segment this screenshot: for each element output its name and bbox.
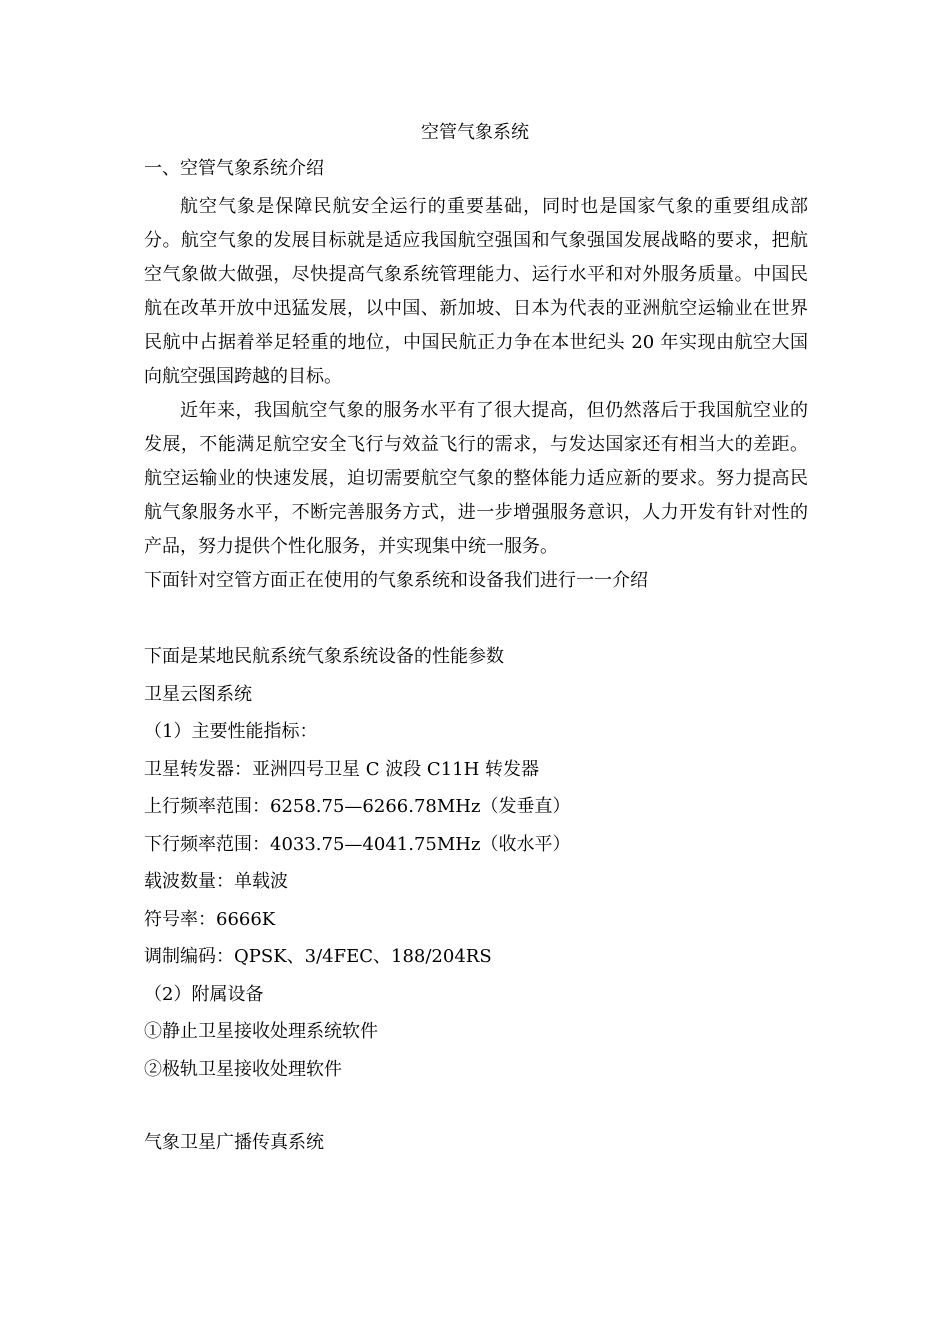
spec-line: ②极轨卫星接收处理软件 bbox=[144, 1058, 342, 1080]
paragraph-1: 航空气象是保障民航安全运行的重要基础，同时也是国家气象的重要组成部分。航空气象的发展目标就是适应我国航空强国和气象强国发展战略的要求，把航空气象做大做强，尽快提高气象系统管理能力、运行水平和对外服务质量。中国民航在改革开放中迅猛发展，以中国、新加坡、日本为代表的亚洲航空运输业在世界民航中占据着举足轻重的地位，中国民航正力争在本世纪头 20 年实现由航空大国向航空强国跨越的目标。 bbox=[144, 196, 808, 387]
spec-line: 符号率：6666K bbox=[144, 908, 276, 930]
spec-line: 下行频率范围：4033.75—4041.75MHz（收水平） bbox=[144, 833, 571, 855]
spec-intro: 下面是某地民航系统气象系统设备的性能参数 bbox=[144, 646, 504, 667]
intro-line: 下面针对空管方面正在使用的气象系统和设备我们进行一一介绍 bbox=[144, 570, 648, 591]
next-system-heading: 气象卫星广播传真系统 bbox=[144, 1132, 324, 1153]
spec-line: （1）主要性能指标： bbox=[144, 721, 318, 742]
spec-line: 调制编码：QPSK、3/4FEC、188/204RS bbox=[144, 946, 492, 967]
spec-line: 卫星转发器：亚洲四号卫星 C 波段 C11H 转发器 bbox=[144, 758, 540, 780]
spec-line: 载波数量：单载波 bbox=[144, 871, 288, 892]
document-title: 空管气象系统 bbox=[421, 122, 529, 143]
section-heading: 一、空管气象系统介绍 bbox=[144, 158, 324, 179]
system-name: 卫星云图系统 bbox=[144, 683, 252, 705]
spec-line: ①静止卫星接收处理系统软件 bbox=[144, 1021, 378, 1042]
spec-line: 上行频率范围：6258.75—6266.78MHz（发垂直） bbox=[144, 796, 571, 817]
paragraph-2: 近年来，我国航空气象的服务水平有了很大提高，但仍然落后于我国航空业的发展，不能满足航空安全飞行与效益飞行的需求，与发达国家还有相当大的差距。航空运输业的快速发展，迫切需要航空气象的整体能力适应新的要求。努力提高民航气象服务水平，不断完善服务方式，进一步增强服务意识，人力开发有针对性的产品，努力提供个性化服务，并实现集中统一服务。 bbox=[144, 400, 808, 557]
document-body bbox=[144, 154, 808, 1162]
spec-line: （2）附属设备 bbox=[144, 983, 264, 1005]
